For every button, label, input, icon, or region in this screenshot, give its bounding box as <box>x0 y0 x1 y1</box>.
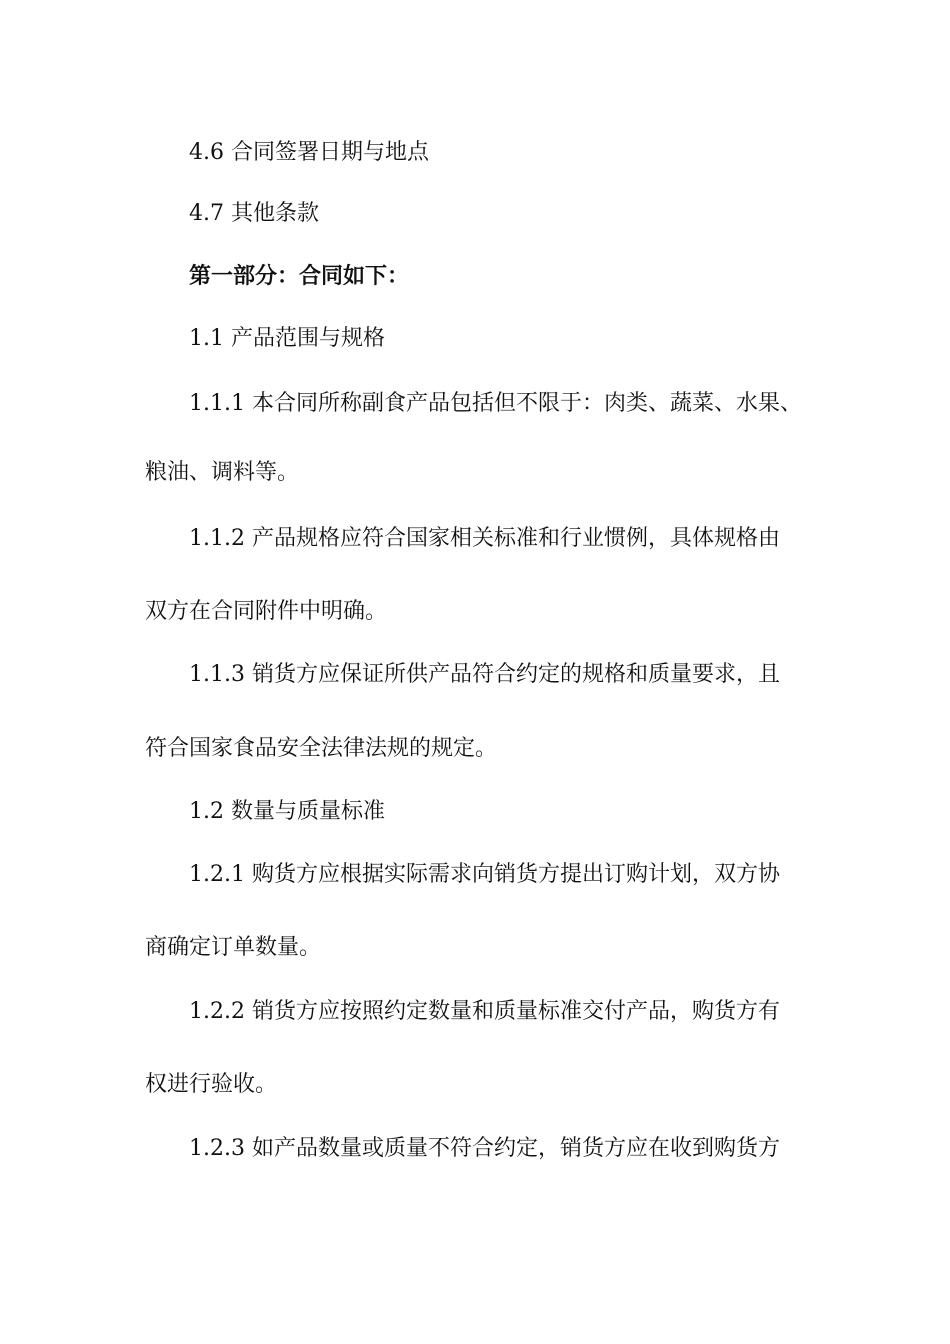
item-4-7: 4.7 其他条款 <box>189 201 319 226</box>
clause-1-2-1-line-1: 1.2.1 购货方应根据实际需求向销货方提出订购计划，双方协 <box>189 862 780 887</box>
clause-1-1-1-line-1: 1.1.1 本合同所称副食产品包括但不限于：肉类、蔬菜、水果、 <box>189 391 802 416</box>
clause-1-1-2-line-2: 双方在合同附件中明确。 <box>145 599 388 624</box>
clause-1-2-2-line-1: 1.2.2 销货方应按照约定数量和质量标准交付产品，购货方有 <box>189 999 780 1024</box>
section-1-1-heading: 1.1 产品范围与规格 <box>189 326 385 351</box>
clause-1-2-3-line-1: 1.2.3 如产品数量或质量不符合约定，销货方应在收到购货方 <box>189 1136 780 1161</box>
clause-1-1-3-line-1: 1.1.3 销货方应保证所供产品符合约定的规格和质量要求，且 <box>189 662 780 687</box>
part-one-heading: 第一部分：合同如下： <box>189 264 410 289</box>
clause-1-2-2-line-2: 权进行验收。 <box>145 1072 278 1097</box>
item-4-6: 4.6 合同签署日期与地点 <box>189 140 429 165</box>
clause-1-1-1-line-2: 粮油、调料等。 <box>145 460 300 485</box>
clause-1-1-3-line-2: 符合国家食品安全法律法规的规定。 <box>145 736 498 761</box>
clause-1-2-1-line-2: 商确定订单数量。 <box>145 935 322 960</box>
clause-1-1-2-line-1: 1.1.2 产品规格应符合国家相关标准和行业惯例，具体规格由 <box>189 526 780 551</box>
section-1-2-heading: 1.2 数量与质量标准 <box>189 799 385 824</box>
